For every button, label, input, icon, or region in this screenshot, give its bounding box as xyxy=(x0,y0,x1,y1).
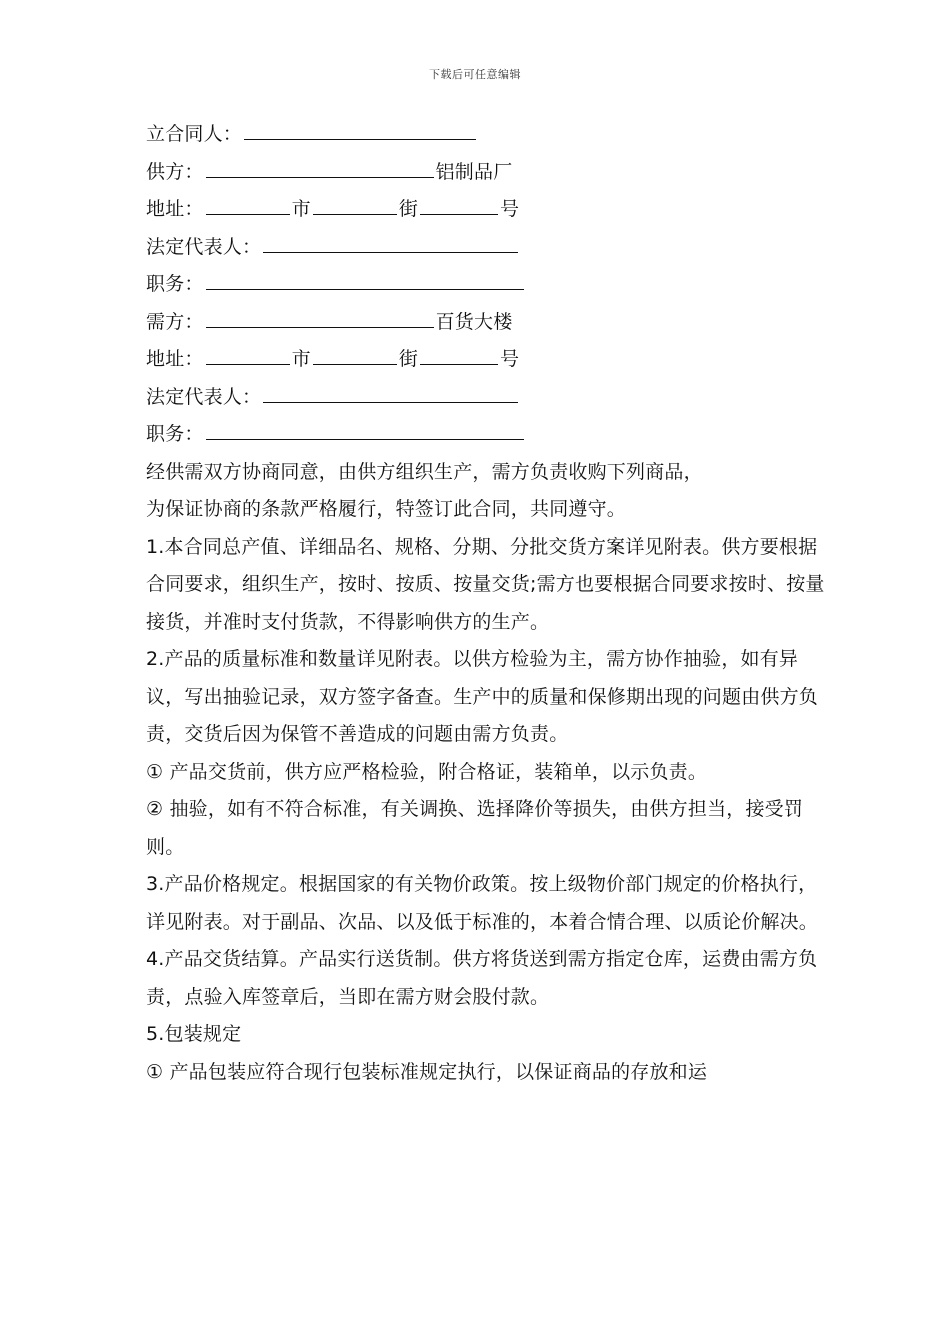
position-label: 职务： xyxy=(146,423,204,445)
buyer-position-line xyxy=(146,416,826,454)
clause-5: 5.包装规定 xyxy=(146,1023,242,1045)
supplier-suffix: 铝制品厂 xyxy=(435,160,513,183)
clause-4: 4.产品交货结算。产品实行送货制。供方将货送到需方指定仓库，运费由需方负责，点验入库签章后，当即在需方财会股付款。 xyxy=(146,948,818,1008)
street-label: 街 xyxy=(398,348,419,370)
contract-body xyxy=(146,116,826,1091)
supplier-label: 供方： xyxy=(146,160,204,183)
position-blank xyxy=(206,269,524,290)
buyer-label: 需方： xyxy=(146,310,204,333)
number-label: 号 xyxy=(500,348,520,370)
number-label: 号 xyxy=(500,198,520,220)
number-blank xyxy=(420,194,498,215)
clause-5-item-1: ① 产品包装应符合现行包装标准规定执行，以保证商品的存放和运 xyxy=(146,1060,708,1083)
clause-2-item-1: ① 产品交货前，供方应严格检验，附合格证，装箱单，以示负责。 xyxy=(146,760,708,783)
intro-line-2: 为保证协商的条款严格履行，特签订此合同，共同遵守。 xyxy=(146,498,627,520)
city-label: 市 xyxy=(291,348,311,370)
city-blank xyxy=(206,344,290,365)
position-label: 职务： xyxy=(146,273,204,295)
clause-1: 1.本合同总产值、详细品名、规格、分期、分批交货方案详见附表。供方要根据合同要求，组织生产，按时、按质、按量交货;需方也要根据合同要求按时、按量接货，并准时支付货款，不得影响供方的生产。 xyxy=(146,535,825,633)
city-label: 市 xyxy=(291,198,311,220)
signer-label: 立合同人： xyxy=(146,123,243,145)
supplier-name-blank xyxy=(206,157,434,178)
clause-2-item-2: ② 抽验，如有不符合标准，有关调换、选择降价等损失，由供方担当，接受罚则。 xyxy=(146,798,804,858)
clause-2: 2.产品的质量标准和数量详见附表。以供方检验为主，需方协作抽验，如有异议，写出抽验记录，双方签字备查。生产中的质量和保修期出现的问题由供方负责，交货后因为保管不善造成的问题由需方负责。 xyxy=(146,648,819,745)
buyer-line xyxy=(146,304,826,342)
buyer-suffix: 百货大楼 xyxy=(435,310,513,333)
buyer-name-blank xyxy=(206,307,434,328)
signer-line xyxy=(146,116,826,154)
position-blank xyxy=(206,419,524,440)
address-label: 地址： xyxy=(146,198,204,220)
address-label: 地址： xyxy=(146,348,204,370)
clause-3: 3.产品价格规定。根据国家的有关物价政策。按上级物价部门规定的价格执行，详见附表。对于副品、次品、以及低于标准的，本着合情合理、以质论价解决。 xyxy=(146,873,819,933)
supplier-position-line xyxy=(146,266,826,304)
intro-line-1: 经供需双方协商同意，由供方组织生产，需方负责收购下列商品， xyxy=(146,460,703,483)
page-header-note: 下载后可任意编辑 xyxy=(429,68,521,81)
buyer-address-line xyxy=(146,341,826,379)
street-blank xyxy=(313,344,397,365)
supplier-address-line xyxy=(146,191,826,229)
legal-rep-label: 法定代表人： xyxy=(146,385,262,408)
buyer-legal-rep-line xyxy=(146,379,826,417)
supplier-legal-rep-line xyxy=(146,229,826,267)
supplier-line xyxy=(146,154,826,192)
legal-rep-blank xyxy=(263,232,518,253)
legal-rep-blank xyxy=(263,382,518,403)
street-label: 街 xyxy=(398,198,419,220)
signer-blank xyxy=(244,119,476,140)
legal-rep-label: 法定代表人： xyxy=(146,235,262,258)
street-blank xyxy=(313,194,397,215)
number-blank xyxy=(420,344,498,365)
city-blank xyxy=(206,194,290,215)
